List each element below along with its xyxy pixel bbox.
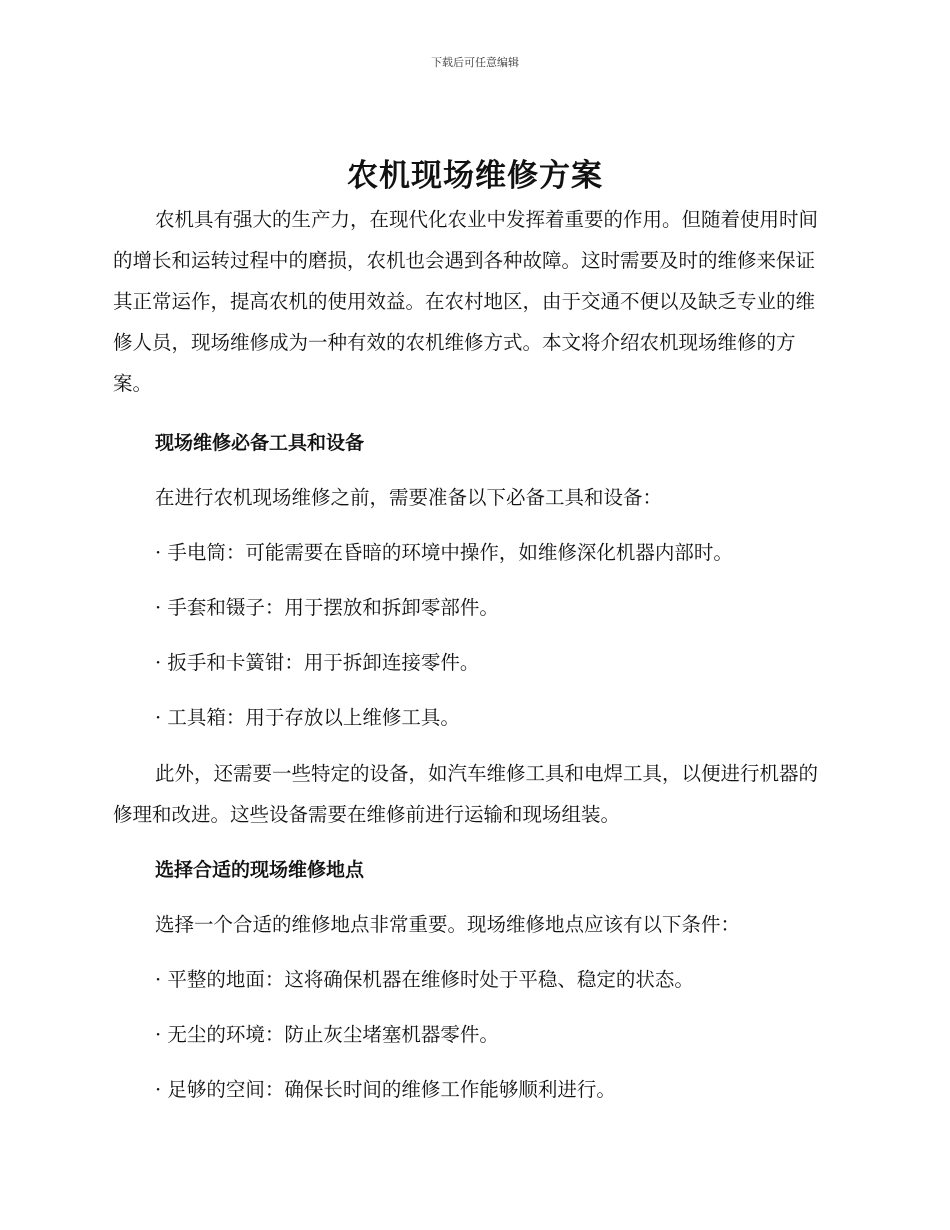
section-heading-location: 选择合适的现场维修地点 [155,859,365,881]
section-tools-lead: 在进行农机现场维修之前，需要准备以下必备工具和设备： [155,486,663,509]
list-item: · 足够的空间：确保长时间的维修工作能够顺利进行。 [155,1078,616,1101]
section-heading-tools: 现场维修必备工具和设备 [155,432,365,454]
section-location-lead: 选择一个合适的维修地点非常重要。现场维修地点应该有以下条件： [155,913,741,936]
list-item: · 扳手和卡簧钳：用于拆卸连接零件。 [155,651,480,674]
document-title: 农机现场维修方案 [347,158,603,194]
list-item: · 手电筒：可能需要在昏暗的环境中操作，如维修深化机器内部时。 [155,541,733,564]
list-item: · 手套和镊子：用于摆放和拆卸零部件。 [155,596,499,619]
section-tools-closing: 此外，还需要一些特定的设备，如汽车维修工具和电焊工具，以便进行机器的修理和改进。这些设备需要在维修前进行运输和现场组装。 [113,762,819,826]
page-header-note: 下载后可任意编辑 [431,56,519,69]
list-item: · 平整的地面：这将确保机器在维修时处于平稳、稳定的状态。 [155,968,694,991]
intro-paragraph: 农机具有强大的生产力，在现代化农业中发挥着重要的作用。但随着使用时间的增长和运转过程中的磨损，农机也会遇到各种故障。这时需要及时的维修来保证其正常运作，提高农机的使用效益。在农村地区，由于交通不便以及缺乏专业的维修人员，现场维修成为一种有效的农机维修方式。本文将介绍农机现场维修的方案。 [113,208,819,395]
list-item: · 无尘的环境：防止灰尘堵塞机器零件。 [155,1023,499,1046]
list-item: · 工具箱：用于存放以上维修工具。 [155,706,460,729]
